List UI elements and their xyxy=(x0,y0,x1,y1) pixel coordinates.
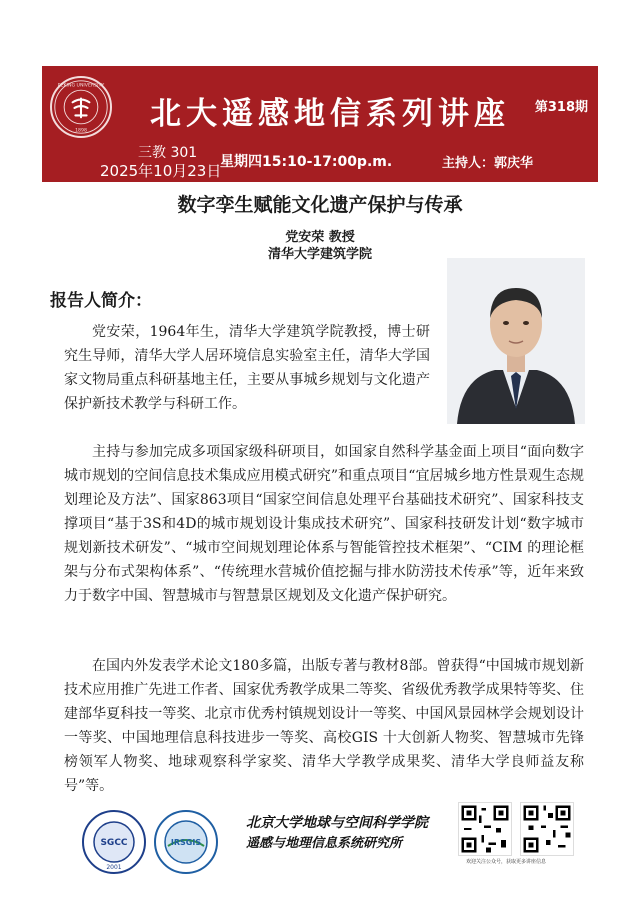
talk-title: 数字孪生赋能文化遗产保护与传承 xyxy=(177,194,463,216)
venue-room: 三教 301 xyxy=(138,145,198,161)
lecture-date: 2025年10月23日 xyxy=(100,162,222,180)
institution-institute: 遥感与地理信息系统研究所 xyxy=(246,836,403,851)
issue-number: 第318期 xyxy=(534,100,588,115)
society-seal-logo xyxy=(82,810,146,874)
speaker-photo xyxy=(447,258,585,424)
speaker-affiliation: 清华大学建筑学院 xyxy=(267,247,372,262)
qr-code-2 xyxy=(520,802,574,856)
peking-university-logo xyxy=(50,76,112,138)
bio-heading: 报告人简介： xyxy=(50,291,152,311)
series-title: 北大遥感地信系列讲座 xyxy=(150,96,510,132)
bio-paragraph-awards: 在国内外发表学术论文180多篇，出版专著与教材8部。曾获得“中国城市规划新技术应用推广先进工作者、国家优秀教学成果二等奖、省级优秀教学成果特等奖、住建部华夏科技一等奖、北京市优秀村镇规划设计一等奖、中国风景园林学会规划设计一等奖、中国地理信息科技进步一等奖、高校GIS 十大创新人物奖、智慧城市先锋榜领军人物奖、地球观察科学家奖、清华大学教学成果奖、清华大学良师益友称号”等。 xyxy=(64,658,584,794)
bio-paragraph-intro: 党安荣，1964年生，清华大学建筑学院教授，博士研究生导师，清华大学人居环境信息实验室主任，清华大学国家文物局重点科研基地主任，主要从事城乡规划与文化遗产保护新技术教学与科研工作。 xyxy=(64,324,430,412)
seal-right-text: IRSGIS xyxy=(170,838,202,847)
lecture-time: 星期四15:10-17:00p.m. xyxy=(220,154,393,170)
seal-left-text: SGCC xyxy=(100,838,128,848)
footer xyxy=(0,790,640,905)
host-name: 主持人：郭庆华 xyxy=(442,156,534,171)
qr-caption: 欢迎关注公众号，获取更多讲座信息 xyxy=(466,859,547,865)
institution-school: 北京大学地球与空间科学学院 xyxy=(246,815,428,831)
logo-year: 1898 xyxy=(75,128,87,134)
irsgis-seal-logo xyxy=(154,810,218,874)
speaker-name: 党安荣 教授 xyxy=(285,230,355,245)
lecture-banner xyxy=(42,66,598,182)
qr-code-1 xyxy=(458,802,512,856)
seal-left-year: 2001 xyxy=(106,864,122,871)
bio-paragraph-research: 主持与参加完成多项国家级科研项目，如国家自然科学基金面上项目“面向数字城市规划的空间信息技术集成应用模式研究”和重点项目“宜居城乡地方性景观生态规划理论及方法”、国家863项目“国家空间信息处理平台基础技术研究”、国家科技支撑项目“基于3S和4D的城市规划设计集成技术研究”、国家科技研发计划“数字城市规划新技术研发”、“城市空间规划理论体系与智能管控技术框架”、“CIM 的理论框架与分布式架构体系”、“传统理水营城价值挖掘与排水防涝技术传承”等，近年来致力于数字中国、智慧城市与智慧景区规划及文化遗产保护研究。 xyxy=(64,444,584,604)
logo-ring-text: PEKING UNIVERSITY xyxy=(57,83,105,89)
